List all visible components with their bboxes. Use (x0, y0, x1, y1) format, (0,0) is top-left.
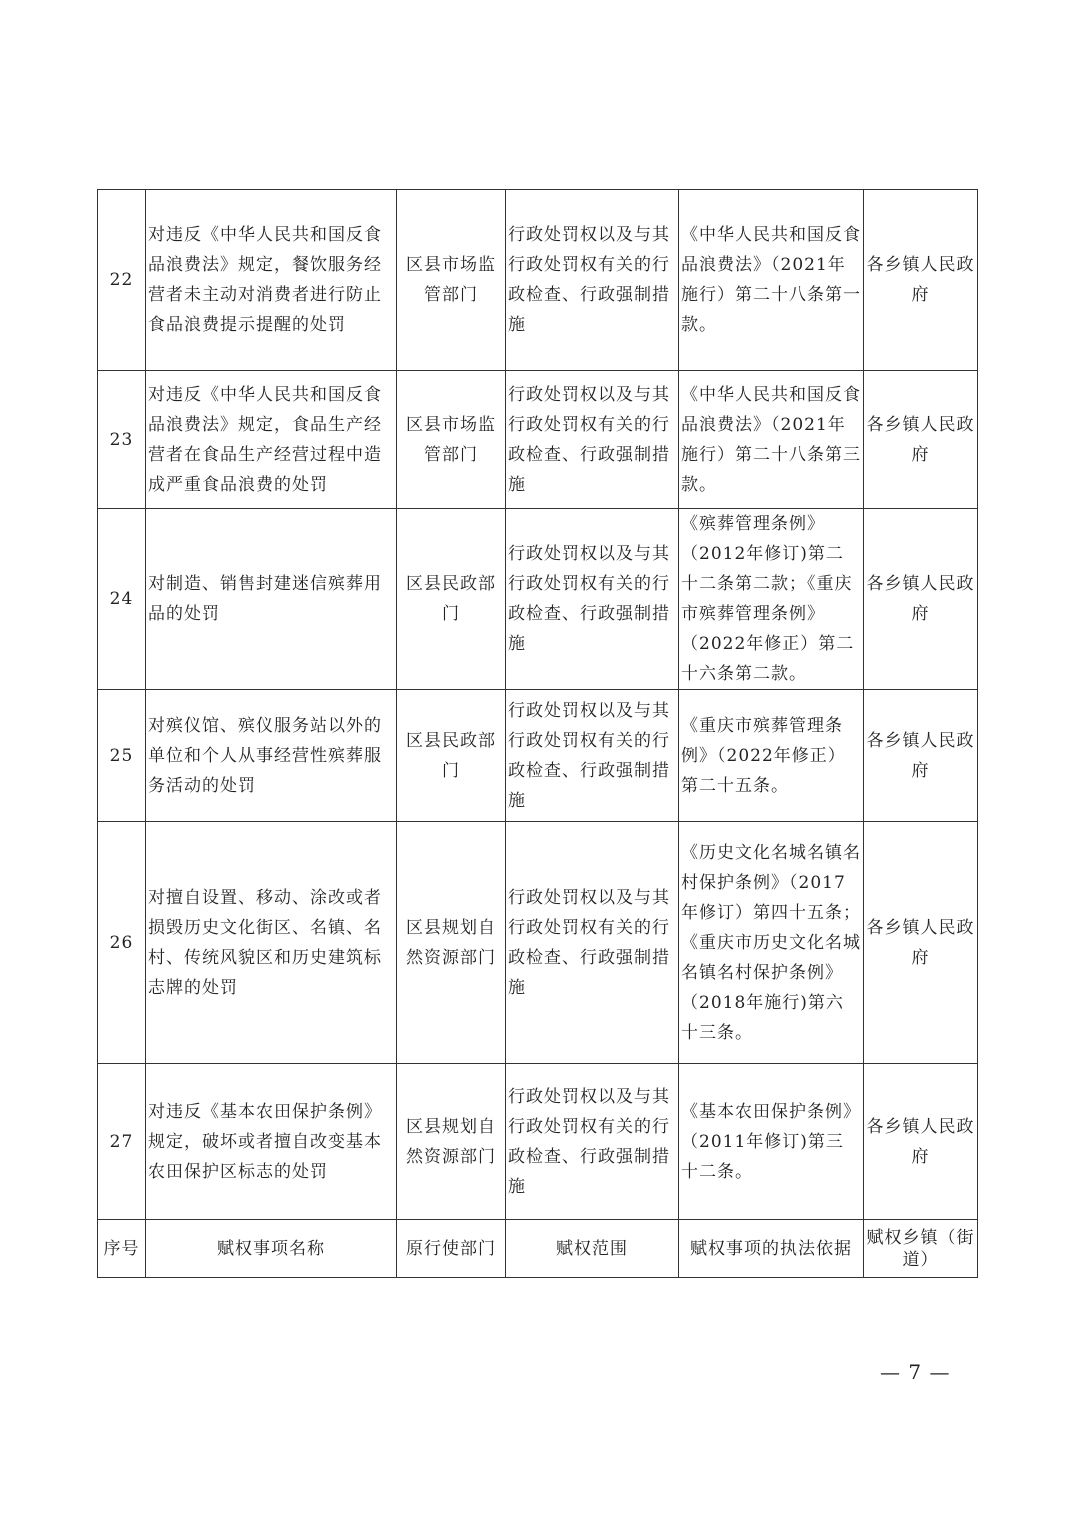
item-name: 对制造、销售封建迷信殡葬用品的处罚 (146, 509, 397, 690)
legal-basis: 《历史文化名城名镇名村保护条例》（2017年修订）第四十五条；《重庆市历史文化名城名镇名村保护条例》（2018年施行)第六十三条。 (679, 822, 864, 1064)
empowered-township: 各乡镇人民政府 (864, 509, 978, 690)
empowered-township: 各乡镇人民政府 (864, 822, 978, 1064)
legal-basis: 《重庆市殡葬管理条例》（2022年修正）第二十五条。 (679, 690, 864, 822)
row-number: 27 (98, 1064, 146, 1220)
empowerment-scope: 行政处罚权以及与其行政处罚权有关的行政检查、行政强制措施 (506, 190, 679, 371)
empowered-township: 各乡镇人民政府 (864, 690, 978, 822)
empowerment-scope: 行政处罚权以及与其行政处罚权有关的行政检查、行政强制措施 (506, 509, 679, 690)
page-number: — 7 — (880, 1360, 951, 1384)
header-scope: 赋权范围 (506, 1220, 679, 1278)
legal-basis: 《中华人民共和国反食品浪费法》（2021年施行）第二十八条第三款。 (679, 371, 864, 509)
original-department: 区县规划自然资源部门 (397, 822, 506, 1064)
empowerment-scope: 行政处罚权以及与其行政处罚权有关的行政检查、行政强制措施 (506, 690, 679, 822)
empowerment-scope: 行政处罚权以及与其行政处罚权有关的行政检查、行政强制措施 (506, 371, 679, 509)
empowerment-table (97, 189, 978, 1278)
original-department: 区县市场监管部门 (397, 190, 506, 371)
table-row (98, 509, 978, 690)
row-number: 24 (98, 509, 146, 690)
row-number: 23 (98, 371, 146, 509)
table-header-row (98, 1220, 978, 1278)
table-row (98, 690, 978, 822)
header-basis: 赋权事项的执法依据 (679, 1220, 864, 1278)
table-row (98, 371, 978, 509)
item-name: 对违反《中华人民共和国反食品浪费法》规定，食品生产经营者在食品生产经营过程中造成严重食品浪费的处罚 (146, 371, 397, 509)
original-department: 区县规划自然资源部门 (397, 1064, 506, 1220)
item-name: 对擅自设置、移动、涂改或者损毁历史文化街区、名镇、名村、传统风貌区和历史建筑标志牌的处罚 (146, 822, 397, 1064)
empowerment-scope: 行政处罚权以及与其行政处罚权有关的行政检查、行政强制措施 (506, 1064, 679, 1220)
legal-basis: 《殡葬管理条例》（2012年修订)第二十二条第二款；《重庆市殡葬管理条例》（2022年修正）第二十六条第二款。 (679, 509, 864, 690)
legal-basis: 《中华人民共和国反食品浪费法》（2021年施行）第二十八条第一款。 (679, 190, 864, 371)
item-name: 对殡仪馆、殡仪服务站以外的单位和个人从事经营性殡葬服务活动的处罚 (146, 690, 397, 822)
header-num: 序号 (98, 1220, 146, 1278)
item-name: 对违反《基本农田保护条例》规定，破坏或者擅自改变基本农田保护区标志的处罚 (146, 1064, 397, 1220)
empowerment-scope: 行政处罚权以及与其行政处罚权有关的行政检查、行政强制措施 (506, 822, 679, 1064)
original-department: 区县民政部门 (397, 690, 506, 822)
row-number: 25 (98, 690, 146, 822)
empowered-township: 各乡镇人民政府 (864, 1064, 978, 1220)
row-number: 22 (98, 190, 146, 371)
original-department: 区县民政部门 (397, 509, 506, 690)
row-number: 26 (98, 822, 146, 1064)
legal-basis: 《基本农田保护条例》（2011年修订)第三十二条。 (679, 1064, 864, 1220)
table-row (98, 190, 978, 371)
table-row (98, 1064, 978, 1220)
header-dept: 原行使部门 (397, 1220, 506, 1278)
empowered-township: 各乡镇人民政府 (864, 190, 978, 371)
item-name: 对违反《中华人民共和国反食品浪费法》规定，餐饮服务经营者未主动对消费者进行防止食品浪费提示提醒的处罚 (146, 190, 397, 371)
empowered-township: 各乡镇人民政府 (864, 371, 978, 509)
header-target: 赋权乡镇（街道） (864, 1220, 978, 1278)
table-row (98, 822, 978, 1064)
header-name: 赋权事项名称 (146, 1220, 397, 1278)
original-department: 区县市场监管部门 (397, 371, 506, 509)
